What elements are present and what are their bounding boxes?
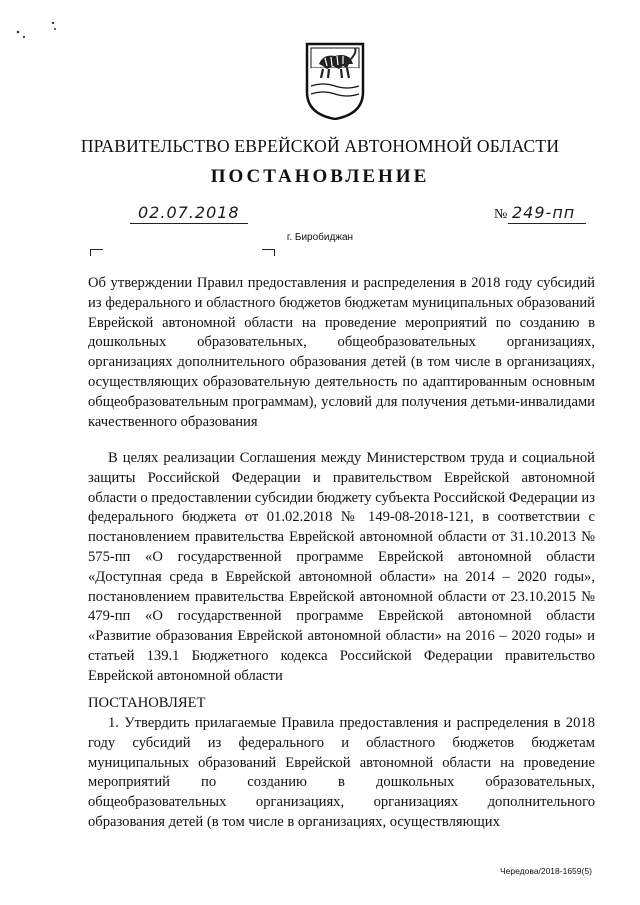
- number-underline: [508, 223, 586, 224]
- document-type-heading: ПОСТАНОВЛЕНИЕ: [210, 166, 430, 187]
- subject-bracket-right: [262, 249, 275, 256]
- coat-of-arms-icon: [305, 42, 365, 120]
- date-underline: [130, 223, 248, 224]
- document-date: 02.07.2018: [138, 203, 240, 222]
- resolves-heading: ПОСТАНОВЛЯЕТ: [88, 695, 206, 711]
- government-title: ПРАВИТЕЛЬСТВО ЕВРЕЙСКОЙ АВТОНОМНОЙ ОБЛАСТИ: [80, 136, 560, 156]
- preamble-paragraph: В целях реализации Соглашения между Министерством труда и социальной защиты Российской Федерации и правительством Еврейской автономной области о предоставлении субсидии бюджету субъекта Российской Федерации из федерального бюджета от 01.02.2018 № 149-08-2018-121, в соответствии с постановлением правительства Еврейской автономной области от 31.10.2013 № 575-пп «О государственной программе Еврейской автономной области «Доступная среда в Еврейской автономной области» на 2014 – 2020 годы», постановлением правительства Еврейской автономной области от 23.10.2015 № 479-пп «О государственной программе Еврейской автономной области «Развитие образования Еврейской автономной области» на 2016 – 2020 годы» и статьей 139.1 Бюджетного кодекса Российской Федерации правительство Еврейской автономной области: [88, 450, 595, 684]
- document-subject: Об утверждении Правил предоставления и распределения в 2018 году субсидий из федерального и областного бюджетов бюджетам муниципальных образований Еврейской автономной области на проведение мероприятий по созданию в дошкольных образовательных, общеобразовательных организациях, организациях дополнительного образования детей (в том числе в организациях, осуществляющих образовательную деятельность по адаптированным основным общеобразовательным программам), условий для получения детьми-инвалидами качественного образования: [88, 275, 595, 430]
- scan-marks: [10, 20, 70, 50]
- city-name: г. Биробиджан: [286, 232, 354, 243]
- item-1-paragraph: 1. Утвердить прилагаемые Правила предоставления и распределения в 2018 году субсидий из федерального и областного бюджетов бюджетам муниципальных образований Еврейской автономной области на проведение мероприятий по созданию в дошкольных образовательных, общеобразовательных организациях, организациях дополнительного образования детей (в том числе в организациях, осуществляющих: [88, 715, 595, 830]
- document-number: 249-пп: [512, 203, 576, 222]
- subject-bracket-left: [90, 249, 103, 256]
- number-prefix: №: [494, 207, 508, 222]
- footer-code: Чередова/2018-1659(5): [500, 866, 592, 876]
